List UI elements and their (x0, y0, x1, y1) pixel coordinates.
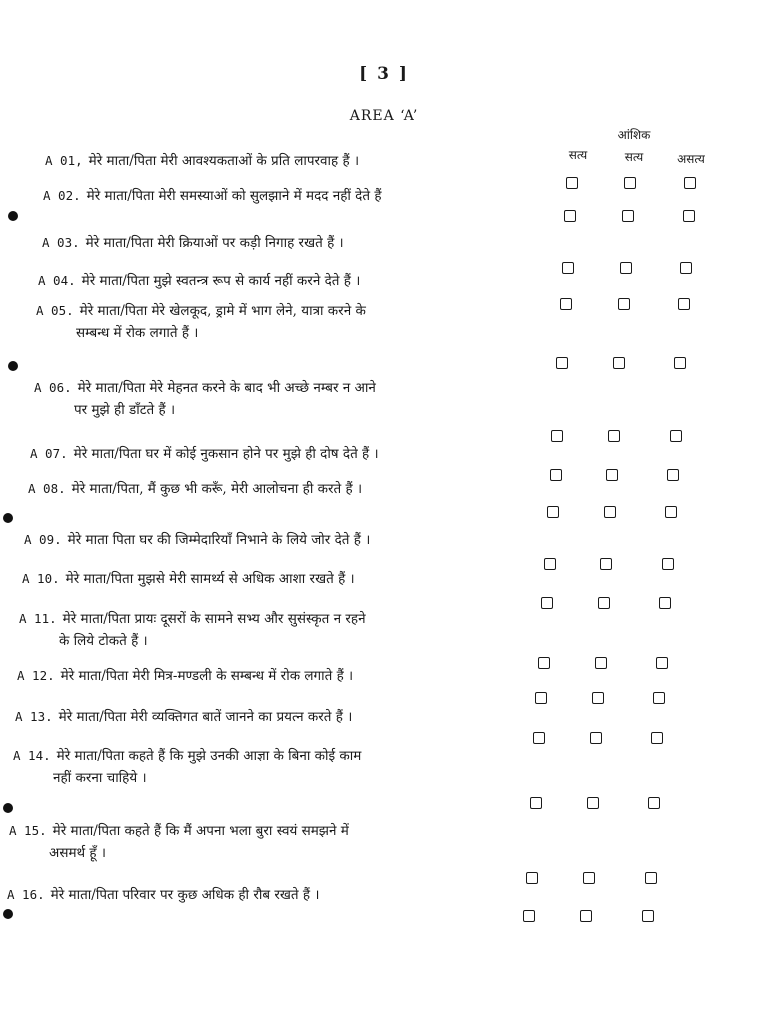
question-code: A 06. (34, 380, 72, 395)
question-item (13, 745, 513, 789)
question-code: A 03. (42, 235, 80, 250)
question-code: A 15. (9, 823, 47, 838)
question-code: A 11. (19, 611, 57, 626)
checkbox-false[interactable] (680, 262, 692, 274)
checkbox-false[interactable] (665, 506, 677, 518)
question-code: A 05. (36, 303, 74, 318)
checkbox-false[interactable] (684, 177, 696, 189)
binder-hole-mark (8, 211, 18, 221)
checkbox-partially-true[interactable] (622, 210, 634, 222)
checkbox-false[interactable] (645, 872, 657, 884)
checkbox-true[interactable] (560, 298, 572, 310)
checkbox-false[interactable] (651, 732, 663, 744)
question-item (15, 706, 515, 728)
question-text: मेरे माता/पिता मेरे मेहनत करने के बाद भी अच्छे नम्बर न आने (77, 380, 376, 396)
question-code: A 13. (15, 709, 53, 724)
checkbox-true[interactable] (551, 430, 563, 442)
question-text: मेरे माता/पिता मेरे खेलकूद, ड्रामे में भाग लेने, यात्रा करने के (79, 303, 366, 319)
question-code: A 04. (38, 273, 76, 288)
question-text: मेरे माता/पिता, मैं कुछ भी करूँ, मेरी आलोचना ही करते हैं । (71, 481, 363, 497)
question-item (22, 568, 522, 590)
checkbox-false[interactable] (653, 692, 665, 704)
checkbox-true[interactable] (544, 558, 556, 570)
question-code: A 14. (13, 748, 51, 763)
question-item (34, 377, 534, 421)
question-item (36, 300, 536, 344)
checkbox-true[interactable] (530, 797, 542, 809)
question-code: A 09. (24, 532, 62, 547)
question-text: मेरे माता/पिता मेरी व्यक्तिगत बातें जानने का प्रयत्न करते हैं । (58, 709, 353, 725)
checkbox-false[interactable] (656, 657, 668, 669)
checkbox-true[interactable] (538, 657, 550, 669)
checkbox-true[interactable] (526, 872, 538, 884)
checkbox-partially-true[interactable] (590, 732, 602, 744)
question-code: A 10. (22, 571, 60, 586)
checkbox-false[interactable] (662, 558, 674, 570)
question-code: A 12. (17, 668, 55, 683)
question-text: मेरे माता/पिता घर में कोई नुकसान होने पर मुझे ही दोष देते हैं । (73, 446, 379, 462)
checkbox-partially-true[interactable] (595, 657, 607, 669)
question-item (7, 884, 507, 906)
checkbox-partially-true[interactable] (600, 558, 612, 570)
question-text: मेरे माता पिता घर की जिम्मेदारियाँ निभाने के लिये जोर देते हैं । (67, 532, 371, 548)
question-item (17, 665, 517, 687)
question-text-continued: सम्बन्ध में रोक लगाते हैं । (76, 325, 199, 341)
column-header-false: असत्य (677, 152, 705, 166)
area-title: AREA ‘A’ (349, 108, 419, 124)
checkbox-true[interactable] (562, 262, 574, 274)
checkbox-true[interactable] (550, 469, 562, 481)
question-code: A 07. (30, 446, 68, 461)
checkbox-partially-true[interactable] (606, 469, 618, 481)
question-item (24, 529, 524, 551)
question-text: मेरे माता/पिता परिवार पर कुछ अधिक ही रौब रखते हैं । (50, 887, 320, 903)
column-header-partially-true: सत्य (624, 150, 644, 164)
checkbox-false[interactable] (670, 430, 682, 442)
binder-hole-mark (3, 909, 13, 919)
question-text: मेरे माता/पिता मुझसे मेरी सामर्थ्य से अधिक आशा रखते हैं । (65, 571, 355, 587)
checkbox-true[interactable] (535, 692, 547, 704)
checkbox-false[interactable] (659, 597, 671, 609)
checkbox-true[interactable] (564, 210, 576, 222)
checkbox-true[interactable] (566, 177, 578, 189)
checkbox-true[interactable] (547, 506, 559, 518)
checkbox-partially-true[interactable] (620, 262, 632, 274)
question-item (30, 443, 530, 465)
question-text: मेरे माता/पिता प्रायः दूसरों के सामने सभ्य और सुसंस्कृत न रहने (62, 611, 366, 627)
binder-hole-mark (3, 513, 13, 523)
question-text: मेरे माता/पिता कहते हैं कि मुझे उनकी आज्ञा के बिना कोई काम (56, 748, 362, 764)
checkbox-partially-true[interactable] (608, 430, 620, 442)
question-text-continued: के लिये टोकते हैं । (59, 633, 148, 649)
question-item (9, 820, 509, 864)
question-code: A 16. (7, 887, 45, 902)
question-text: मेरे माता/पिता मेरी समस्याओं को सुलझाने में मदद नहीं देते हैं (86, 188, 382, 204)
checkbox-partially-true[interactable] (598, 597, 610, 609)
checkbox-true[interactable] (541, 597, 553, 609)
question-item (38, 270, 538, 292)
question-text-continued: असमर्थ हूँ । (49, 845, 107, 861)
checkbox-partially-true[interactable] (580, 910, 592, 922)
question-text: मेरे माता/पिता मुझे स्वतन्त्र रूप से कार्य नहीं करने देते हैं । (81, 273, 361, 289)
checkbox-partially-true[interactable] (618, 298, 630, 310)
checkbox-false[interactable] (674, 357, 686, 369)
checkbox-partially-true[interactable] (592, 692, 604, 704)
question-item (19, 608, 519, 652)
checkbox-partially-true[interactable] (604, 506, 616, 518)
column-header-partially: आंशिक (617, 128, 651, 142)
question-code: A 02. (43, 188, 81, 203)
checkbox-partially-true[interactable] (613, 357, 625, 369)
question-text: मेरे माता/पिता मेरी क्रियाओं पर कड़ी निगाह रखते हैं । (85, 235, 344, 251)
checkbox-partially-true[interactable] (583, 872, 595, 884)
question-item (28, 478, 528, 500)
question-item (43, 185, 543, 207)
question-code: A 01, (45, 153, 83, 168)
question-text-continued: नहीं करना चाहिये । (53, 770, 147, 786)
checkbox-false[interactable] (678, 298, 690, 310)
question-text-continued: पर मुझे ही डाँटते हैं । (74, 402, 176, 418)
checkbox-false[interactable] (667, 469, 679, 481)
checkbox-true[interactable] (556, 357, 568, 369)
question-text: मेरे माता/पिता मेरी मित्र-मण्डली के सम्बन्ध में रोक लगाते हैं । (60, 668, 354, 684)
binder-hole-mark (8, 361, 18, 371)
question-item (45, 150, 545, 172)
checkbox-partially-true[interactable] (587, 797, 599, 809)
page-number: [ 3 ] (359, 64, 409, 84)
question-code: A 08. (28, 481, 66, 496)
column-header-true: सत्य (568, 148, 588, 162)
checkbox-true[interactable] (533, 732, 545, 744)
checkbox-true[interactable] (523, 910, 535, 922)
checkbox-false[interactable] (642, 910, 654, 922)
question-text: मेरे माता/पिता मेरी आवश्यकताओं के प्रति लापरवाह हैं । (88, 153, 360, 169)
checkbox-partially-true[interactable] (624, 177, 636, 189)
checkbox-false[interactable] (683, 210, 695, 222)
question-text: मेरे माता/पिता कहते हैं कि मैं अपना भला बुरा स्वयं समझने में (52, 823, 349, 839)
question-item (42, 232, 542, 254)
binder-hole-mark (3, 803, 13, 813)
checkbox-false[interactable] (648, 797, 660, 809)
